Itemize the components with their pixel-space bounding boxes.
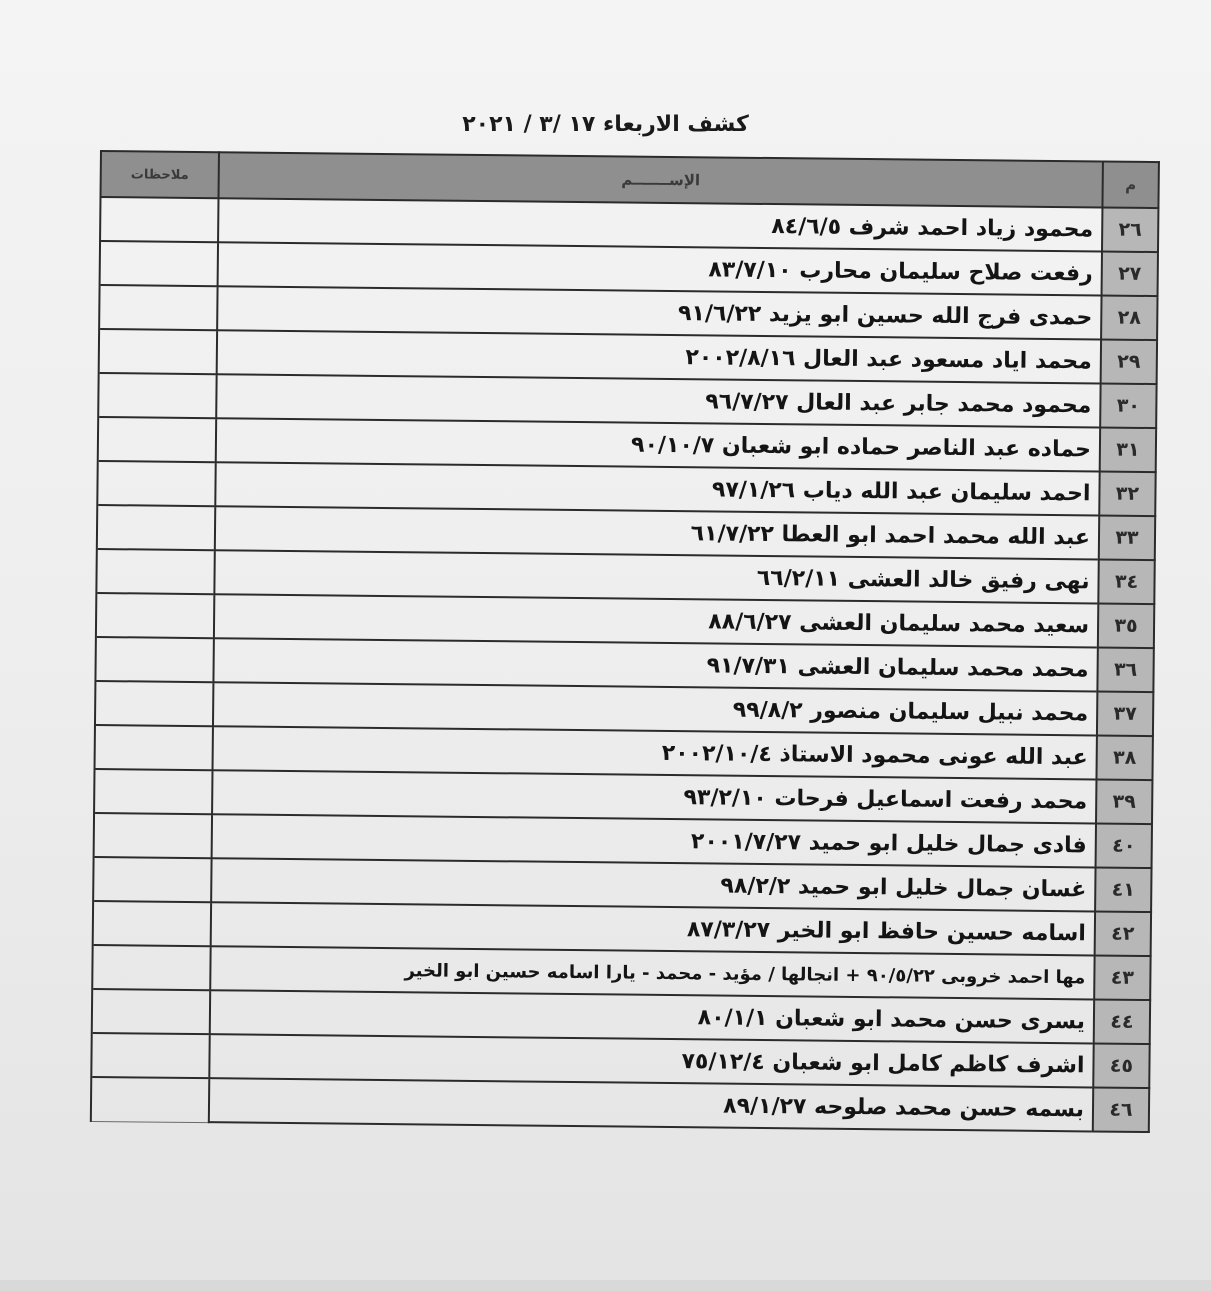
row-name: حمدى فرج الله حسين ابو يزيد ٩١/٦/٢٢ — [217, 286, 1101, 339]
row-number: ٣٤ — [1098, 559, 1154, 604]
row-name: بسمه حسن محمد صلوحه ٨٩/١/٢٧ — [209, 1078, 1093, 1131]
row-number: ٢٦ — [1102, 208, 1158, 253]
row-notes — [91, 1077, 209, 1122]
row-notes — [99, 285, 217, 330]
row-name: محمد محمد سليمان العشى ٩١/٧/٣١ — [213, 638, 1097, 691]
names-table — [90, 150, 1160, 1133]
row-name: محمود محمد جابر عبد العال ٩٦/٧/٢٧ — [216, 374, 1100, 427]
row-name: سعيد محمد سليمان العشى ٨٨/٦/٢٧ — [214, 594, 1098, 647]
row-notes — [99, 329, 217, 374]
row-name: محمد رفعت اسماعيل فرحات ٩٣/٢/١٠ — [212, 770, 1096, 823]
row-number: ٣٥ — [1098, 603, 1154, 648]
row-name: فادى جمال خليل ابو حميد ٢٠٠١/٧/٢٧ — [212, 814, 1096, 867]
row-number: ٣٣ — [1099, 515, 1155, 560]
row-notes — [97, 461, 215, 506]
row-notes — [94, 769, 212, 814]
row-name: حماده عبد الناصر حماده ابو شعبان ٩٠/١٠/٧ — [216, 418, 1100, 471]
row-notes — [98, 417, 216, 462]
names-table-container — [88, 150, 1165, 1291]
row-notes — [93, 901, 211, 946]
row-number: ٢٨ — [1101, 295, 1157, 340]
header-name: الإســـــــم — [219, 152, 1103, 207]
row-number: ٤٢ — [1095, 911, 1151, 956]
row-number: ٣٦ — [1097, 647, 1153, 692]
row-number: ٣٩ — [1096, 779, 1152, 824]
row-notes — [92, 945, 210, 990]
row-notes — [95, 725, 213, 770]
row-number: ٤٠ — [1096, 823, 1152, 868]
row-name: عبد الله عونى محمود الاستاذ ٢٠٠٢/١٠/٤ — [213, 726, 1097, 779]
row-name: مها احمد خروبى ٩٠/٥/٢٢ + انجالها / مؤيد - محمد - يارا اسامه حسين ابو الخير — [210, 946, 1094, 999]
row-number: ٣٠ — [1100, 383, 1156, 428]
row-notes — [100, 241, 218, 286]
row-notes — [93, 857, 211, 902]
row-number: ٢٧ — [1102, 251, 1158, 296]
row-number: ٤٥ — [1093, 1043, 1149, 1088]
row-number: ٤٦ — [1093, 1087, 1149, 1132]
row-number: ٢٩ — [1101, 339, 1157, 384]
header-notes: ملاحظات — [101, 151, 219, 198]
row-notes — [95, 637, 213, 682]
row-name: عبد الله محمد احمد ابو العطا ٦١/٧/٢٢ — [215, 506, 1099, 559]
row-number: ٤٤ — [1094, 999, 1150, 1044]
row-name: محمد اياد مسعود عبد العال ٢٠٠٢/٨/١٦ — [217, 330, 1101, 383]
row-name: محمد نبيل سليمان منصور ٩٩/٨/٢ — [213, 682, 1097, 735]
row-notes — [97, 505, 215, 550]
header-num: م — [1102, 162, 1158, 209]
page-title: كشف الاربعاء ١٧ /٣ / ٢٠٢١ — [462, 112, 749, 137]
row-number: ٣١ — [1100, 427, 1156, 472]
row-notes — [100, 197, 218, 242]
row-name: اشرف كاظم كامل ابو شعبان ٧٥/١٢/٤ — [209, 1034, 1093, 1087]
row-notes — [91, 1033, 209, 1078]
row-name: احمد سليمان عبد الله دياب ٩٧/١/٢٦ — [215, 462, 1099, 515]
row-notes — [94, 813, 212, 858]
row-name: اسامه حسين حافظ ابو الخير ٨٧/٣/٢٧ — [211, 902, 1095, 955]
table-body — [91, 197, 1159, 1132]
row-notes — [92, 989, 210, 1034]
row-name: نهى رفيق خالد العشى ٦٦/٢/١١ — [214, 550, 1098, 603]
row-notes — [96, 549, 214, 594]
row-name: غسان جمال خليل ابو حميد ٩٨/٢/٢ — [211, 858, 1095, 911]
row-name: محمود زياد احمد شرف ٨٤/٦/٥ — [218, 198, 1102, 251]
row-number: ٤٣ — [1094, 955, 1150, 1000]
row-name: رفعت صلاح سليمان محارب ٨٣/٧/١٠ — [218, 242, 1102, 295]
row-number: ٤١ — [1095, 867, 1151, 912]
row-notes — [98, 373, 216, 418]
row-number: ٣٧ — [1097, 691, 1153, 736]
row-number: ٣٢ — [1099, 471, 1155, 516]
row-number: ٣٨ — [1096, 735, 1152, 780]
row-notes — [95, 681, 213, 726]
row-name: يسرى حسن محمد ابو شعبان ٨٠/١/١ — [210, 990, 1094, 1043]
row-notes — [96, 593, 214, 638]
